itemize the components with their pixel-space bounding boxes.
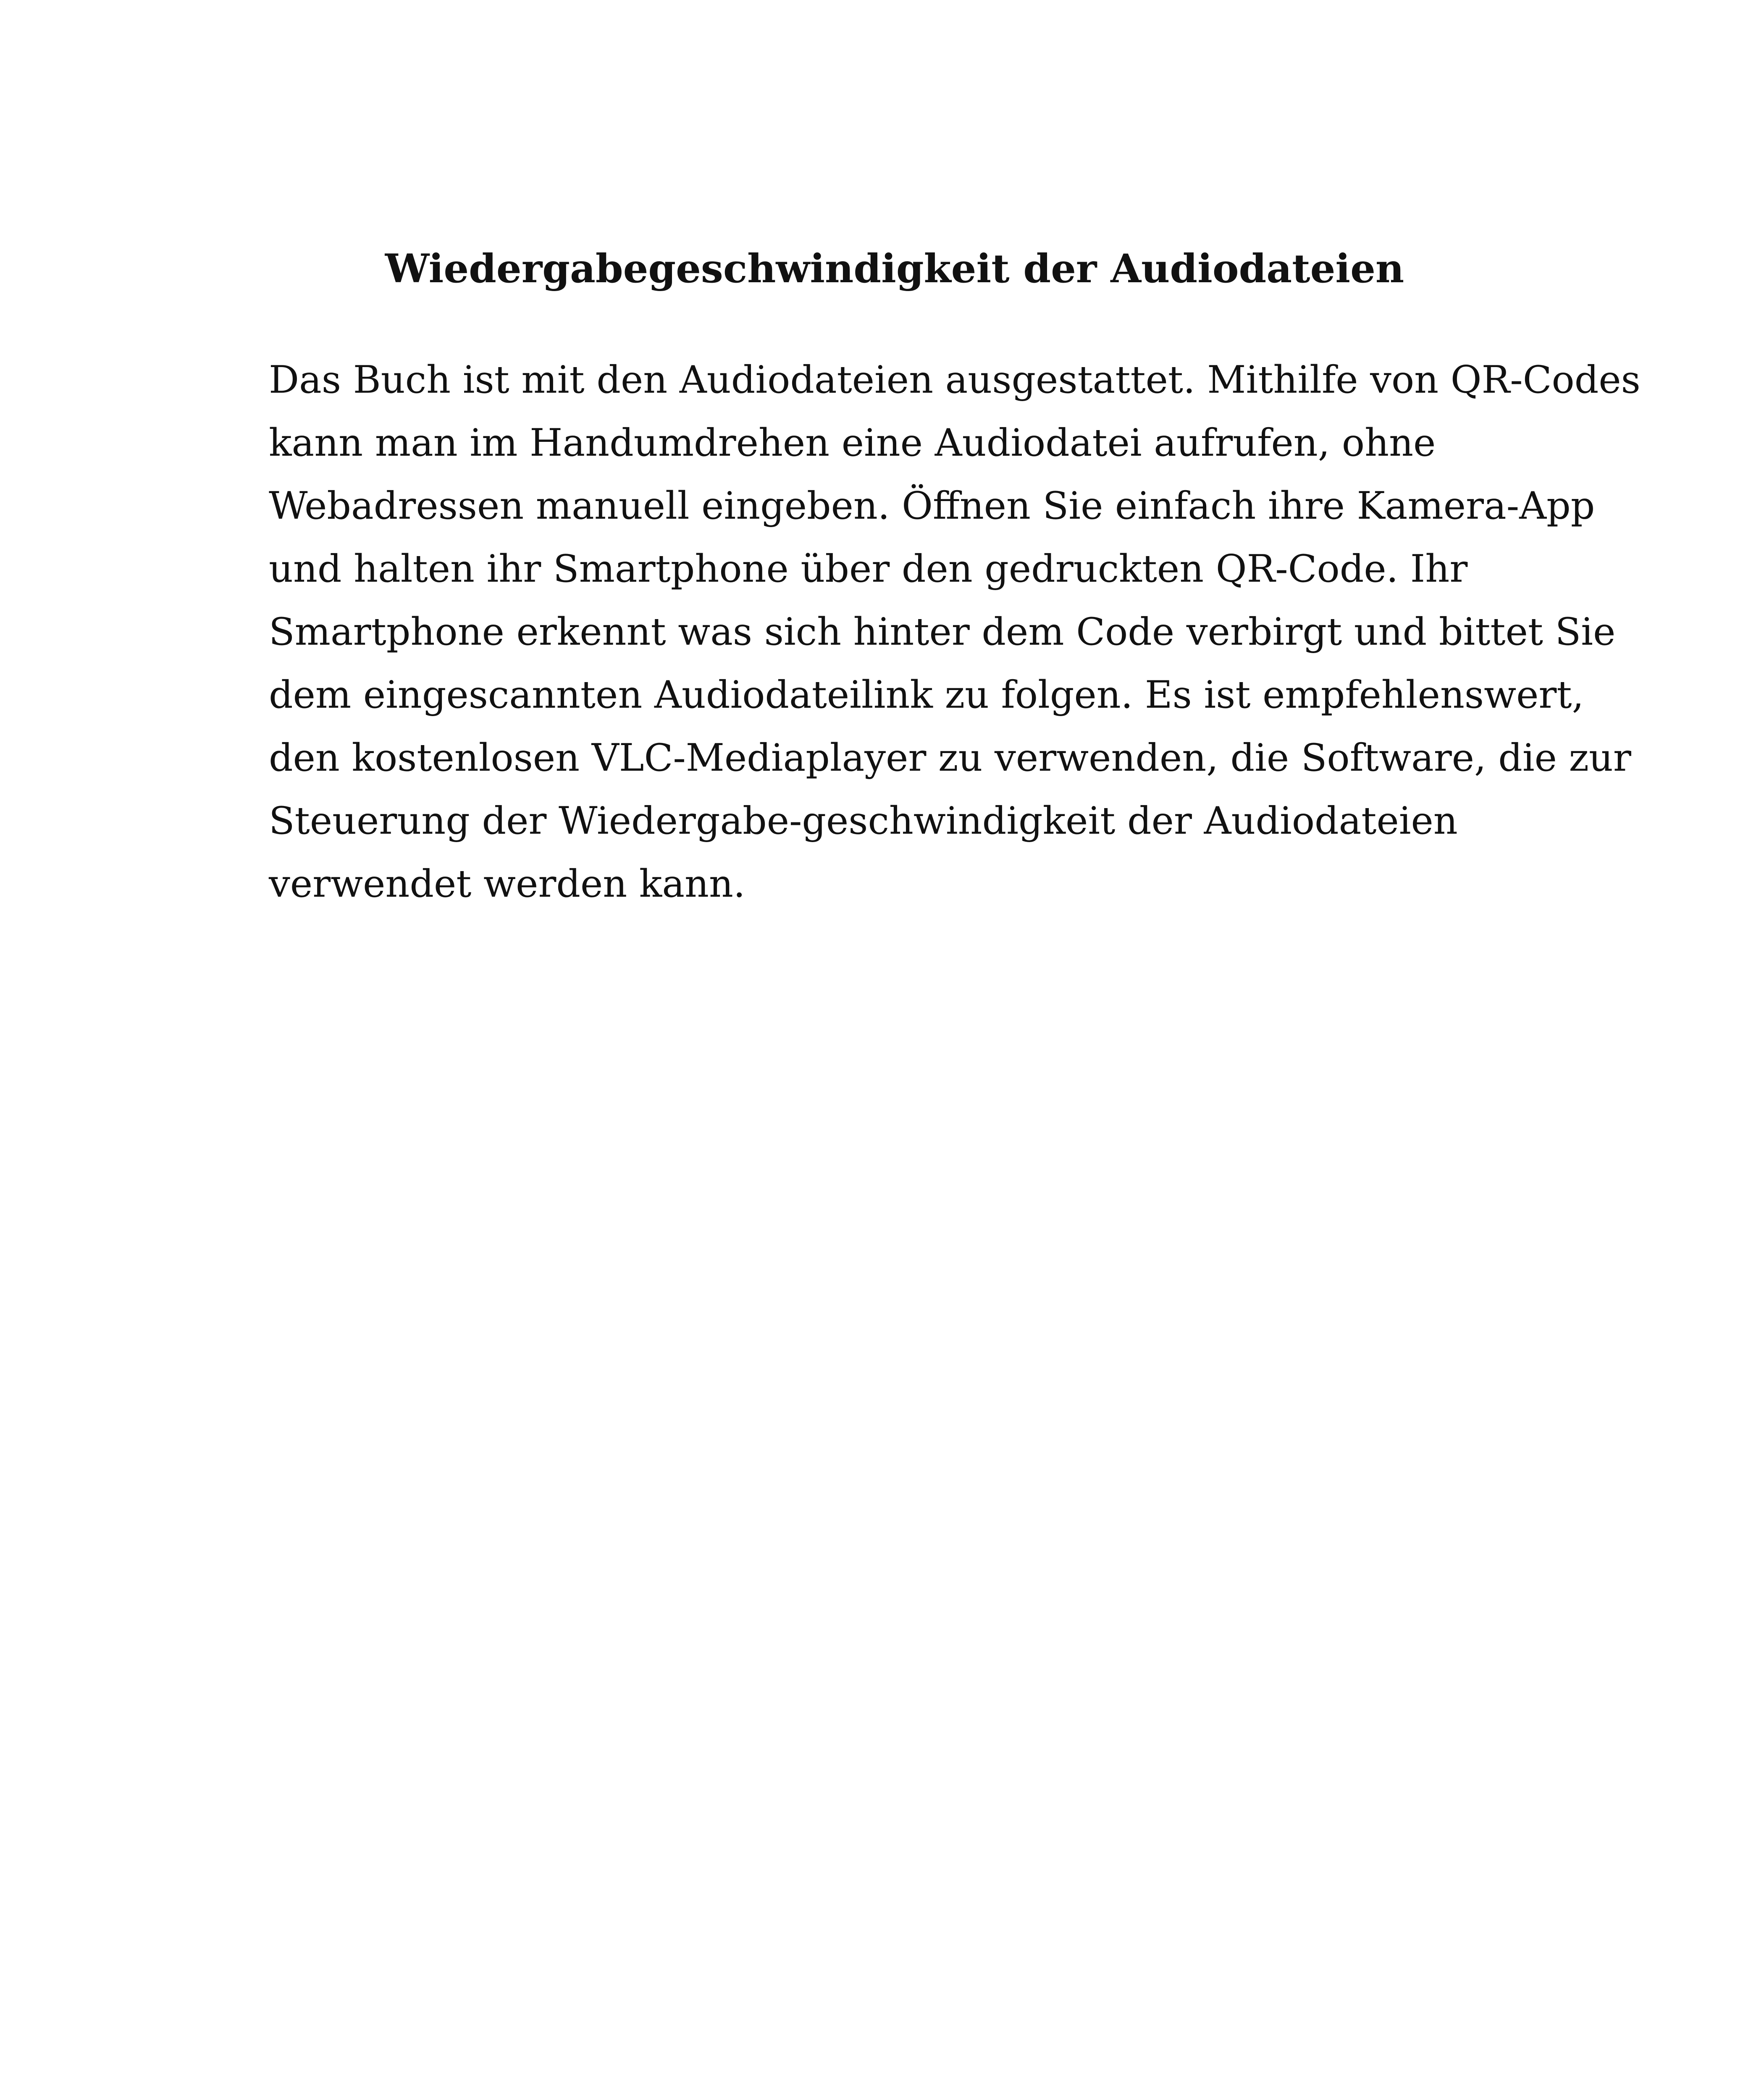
- body-paragraph: [269, 349, 1641, 916]
- body-line: Webadressen manuell eingeben. Öffnen Sie einfach ihre Kamera-App: [269, 484, 1595, 528]
- body-line: kann man im Handumdrehen eine Audiodatei aufrufen, ohne: [269, 421, 1436, 465]
- body-line: und halten ihr Smartphone über den gedruckten QR-Code. Ihr: [269, 547, 1468, 591]
- body-line: verwendet werden kann.: [269, 862, 746, 906]
- page-title: Wiedergabegeschwindigkeit der Audiodateien: [385, 246, 1404, 292]
- body-line: Smartphone erkennt was sich hinter dem Code verbirgt und bittet Sie: [269, 610, 1616, 654]
- body-line: Das Buch ist mit den Audiodateien ausgestattet. Mithilfe von QR-Codes: [269, 358, 1641, 402]
- body-line: den kostenlosen VLC-Mediaplayer zu verwenden, die Software, die zur: [269, 736, 1631, 780]
- body-line: dem eingescannten Audiodateilink zu folgen. Es ist empfehlenswert,: [269, 673, 1584, 717]
- body-line: Steuerung der Wiedergabe-geschwindigkeit der Audiodateien: [269, 799, 1458, 843]
